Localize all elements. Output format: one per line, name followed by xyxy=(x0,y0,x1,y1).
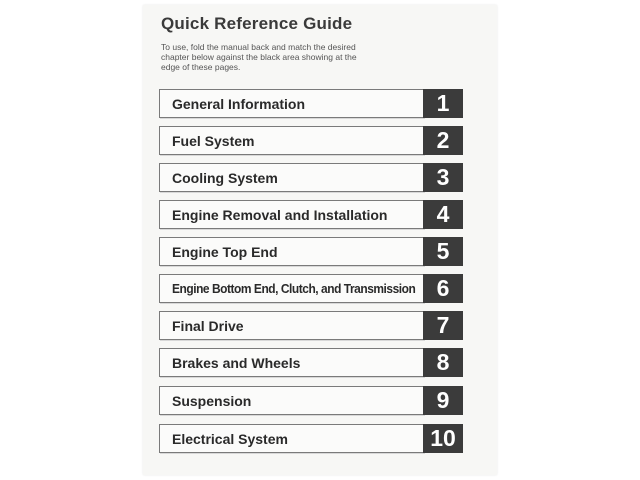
instructions-text xyxy=(161,42,391,72)
chapter-row-general-information[interactable] xyxy=(159,89,465,118)
chapter-box xyxy=(159,126,424,155)
chapter-number-tab[interactable]: 7 xyxy=(423,311,463,340)
chapter-label: Engine Bottom End, Clutch, and Transmission xyxy=(172,281,416,296)
chapter-label: Final Drive xyxy=(172,318,244,334)
chapter-number-tab[interactable]: 4 xyxy=(423,200,463,229)
chapter-number-tab[interactable]: 3 xyxy=(423,163,463,192)
chapter-box xyxy=(159,348,424,377)
chapter-label: General Information xyxy=(172,96,306,112)
chapter-label: Cooling System xyxy=(172,170,278,186)
chapter-number-tab[interactable]: 10 xyxy=(423,424,463,453)
chapter-number-tab[interactable]: 1 xyxy=(423,89,463,118)
chapter-label: Electrical System xyxy=(172,431,288,447)
chapter-number-tab[interactable]: 5 xyxy=(423,237,463,266)
chapter-row-engine-bottom-end[interactable] xyxy=(159,274,465,303)
chapter-label: Brakes and Wheels xyxy=(172,355,301,371)
instructions-line: chapter below against the black area showing at the xyxy=(161,52,357,62)
chapter-number-tab[interactable]: 2 xyxy=(423,126,463,155)
chapter-row-brakes-and-wheels[interactable] xyxy=(159,348,465,377)
instructions-line: edge of these pages. xyxy=(161,62,241,72)
chapter-row-fuel-system[interactable] xyxy=(159,126,465,155)
page-title: Quick Reference Guide xyxy=(161,14,353,33)
chapter-row-cooling-system[interactable] xyxy=(159,163,465,192)
chapter-box xyxy=(159,386,424,415)
chapter-box xyxy=(159,163,424,192)
chapter-number-tab[interactable]: 9 xyxy=(423,386,463,415)
instructions-line: To use, fold the manual back and match the desired xyxy=(161,42,356,52)
chapter-row-engine-top-end[interactable] xyxy=(159,237,465,266)
chapter-box xyxy=(159,424,424,453)
chapter-row-final-drive[interactable] xyxy=(159,311,465,340)
chapter-box xyxy=(159,274,424,303)
chapter-number-tab[interactable]: 6 xyxy=(423,274,463,303)
chapter-label: Fuel System xyxy=(172,133,255,149)
chapter-box xyxy=(159,237,424,266)
chapter-label: Engine Removal and Installation xyxy=(172,207,388,223)
chapter-row-electrical-system[interactable] xyxy=(159,424,465,453)
chapter-box xyxy=(159,89,424,118)
chapter-number-tab[interactable]: 8 xyxy=(423,348,463,377)
chapter-row-engine-removal[interactable] xyxy=(159,200,465,229)
chapter-box xyxy=(159,311,424,340)
chapter-box xyxy=(159,200,424,229)
chapter-label: Suspension xyxy=(172,393,252,409)
chapter-list xyxy=(159,89,469,459)
chapter-label: Engine Top End xyxy=(172,244,278,260)
chapter-row-suspension[interactable] xyxy=(159,386,465,415)
